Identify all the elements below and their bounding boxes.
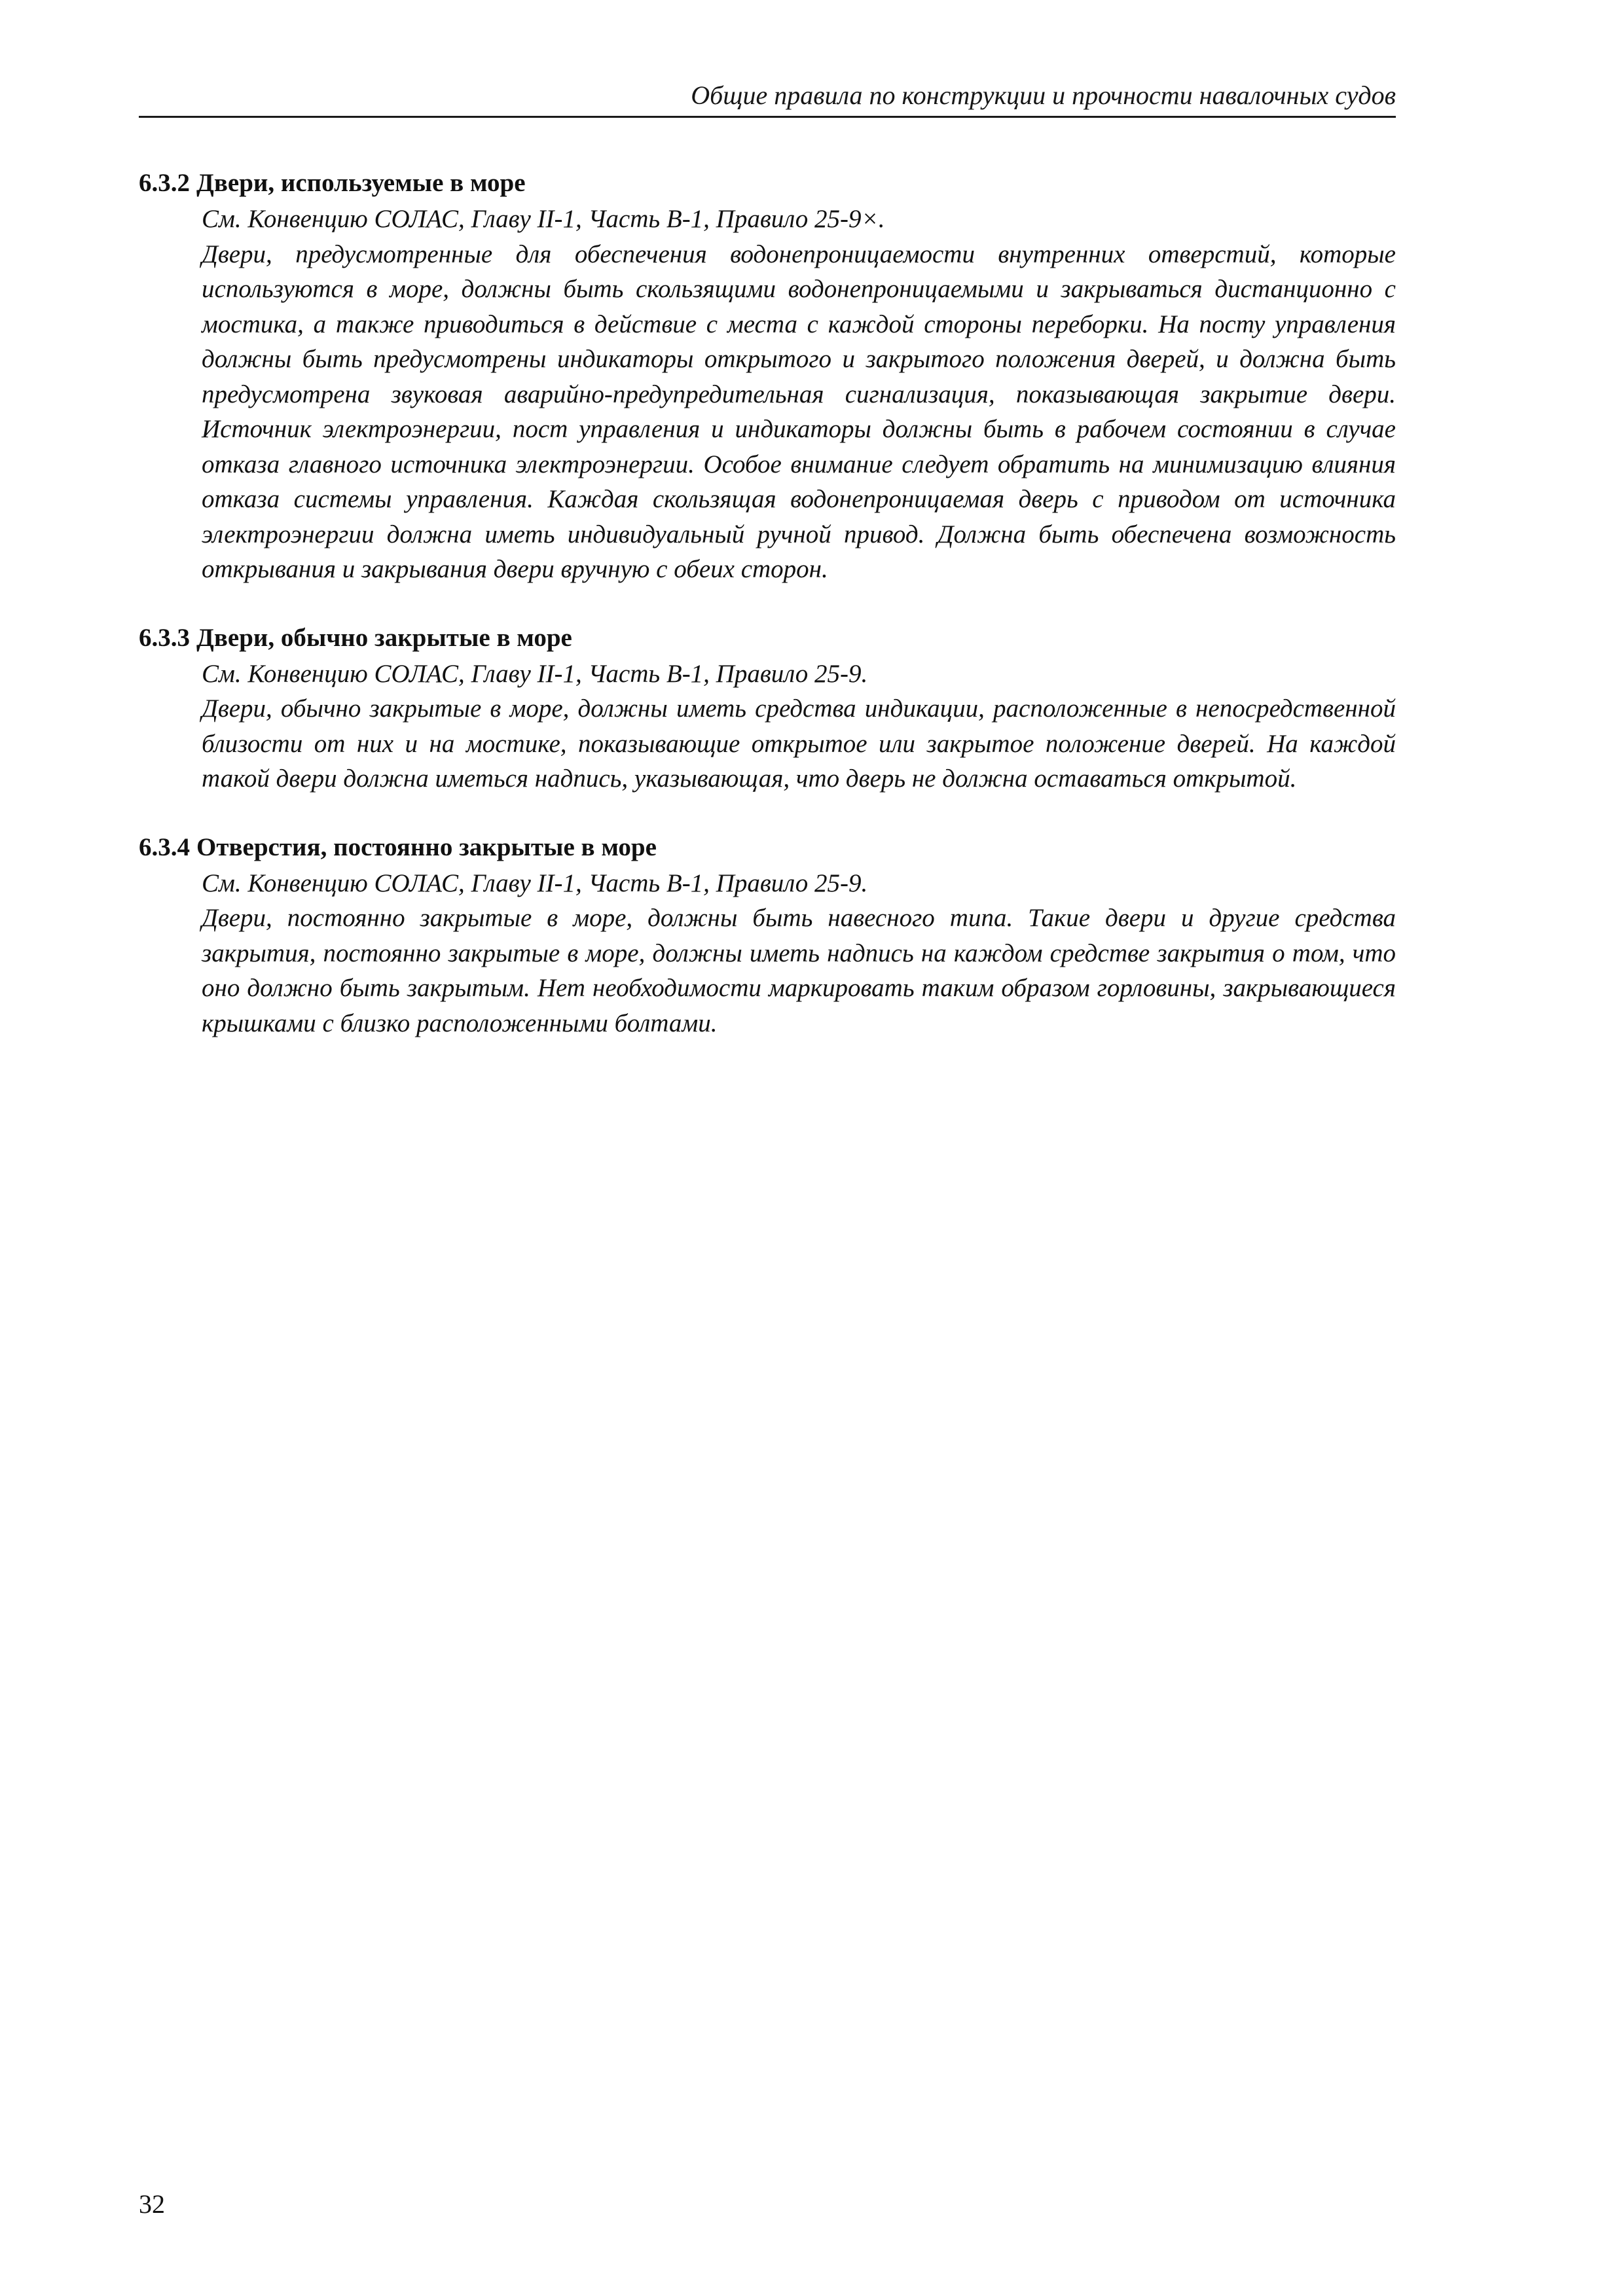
section-number: 6.3.3 bbox=[139, 623, 190, 652]
section-6-3-3 bbox=[139, 620, 1396, 797]
section-heading bbox=[139, 829, 1396, 866]
section-heading bbox=[139, 620, 1396, 656]
section-title: Отверстия, постоянно закрытые в море bbox=[196, 833, 657, 861]
page-number: 32 bbox=[139, 2189, 165, 2219]
section-reference: См. Конвенцию СОЛАС, Главу II-1, Часть В-1, Правило 25-9. bbox=[202, 659, 868, 688]
section-body: Двери, обычно закрытые в море, должны иметь средства индикации, расположенные в непосредственной близости от них и на мостике, показывающие открытое или закрытое положение дверей. На каждой такой двери должна иметься надпись, указывающая, что дверь не должна оставаться открытой. bbox=[202, 694, 1396, 793]
running-header: Общие правила по конструкции и прочности навалочных судов bbox=[691, 81, 1396, 110]
section-6-3-2 bbox=[139, 165, 1396, 587]
page-content bbox=[139, 165, 1396, 1073]
section-6-3-4 bbox=[139, 829, 1396, 1041]
section-title: Двери, обычно закрытые в море bbox=[196, 623, 572, 652]
section-heading bbox=[139, 165, 1396, 202]
section-reference: См. Конвенцию СОЛАС, Главу II-1, Часть В-1, Правило 25-9. bbox=[202, 869, 868, 897]
section-reference: См. Конвенцию СОЛАС, Главу II-1, Часть В-1, Правило 25-9×. bbox=[202, 205, 885, 233]
section-body: Двери, постоянно закрытые в море, должны быть навесного типа. Такие двери и другие средства закрытия, постоянно закрытые в море, должны иметь надпись на каждом средстве закрытия о том, что оно должно быть закрытым. Нет необходимости маркировать таким образом горловины, закрывающиеся крышками с близко расположенными болтами. bbox=[202, 904, 1396, 1037]
section-body: Двери, предусмотренные для обеспечения водонепроницаемости внутренних отверстий, которые используются в море, должны быть скользящими водонепроницаемыми и закрываться дистанционно с мостика, а также приводиться в действие с места с каждой стороны переборки. На посту управления должны быть предусмотрены индикаторы открытого и закрытого положения дверей, и должна быть предусмотрена звуковая аварийно-предупредительная сигнализация, показывающая закрытие двери. Источник электроэнергии, пост управления и индикаторы должны быть в рабочем состоянии в случае отказа главного источника электроэнергии. Особое внимание следует обратить на минимизацию влияния отказа системы управления. Каждая скользящая водонепроницаемая дверь с приводом от источника электроэнергии должна иметь индивидуальный ручной привод. Должна быть обеспечена возможность открывания и закрывания двери вручную с обеих сторон. bbox=[202, 240, 1396, 583]
section-number: 6.3.4 bbox=[139, 833, 190, 861]
section-number: 6.3.2 bbox=[139, 169, 190, 197]
header-rule bbox=[139, 116, 1396, 118]
section-title: Двери, используемые в море bbox=[196, 169, 526, 197]
